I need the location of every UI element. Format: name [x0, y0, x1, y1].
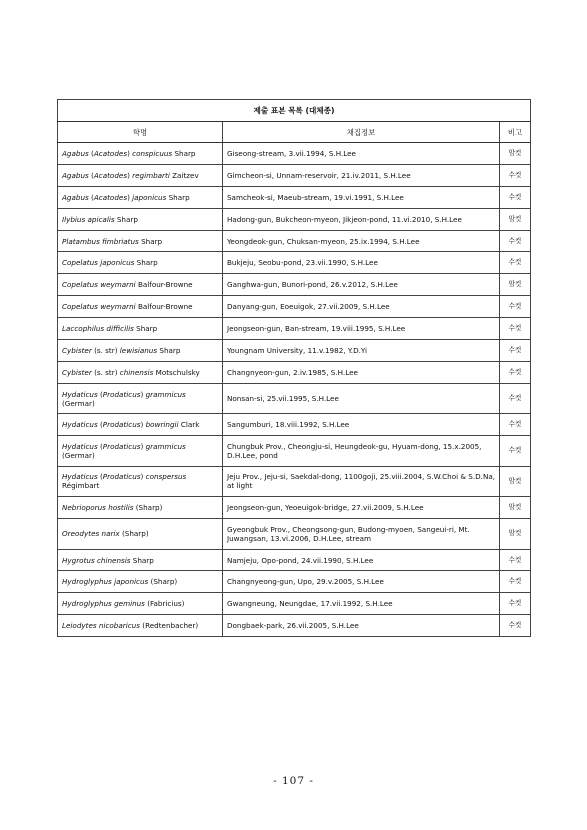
scientific-name-author: (Sharp) [119, 529, 149, 539]
collection-info-cell: Namjeju, Opo-pond, 24.vii.1990, S.H.Lee [223, 549, 500, 571]
table-row [58, 274, 531, 296]
scientific-name-author: Zaitzev [169, 170, 199, 180]
collection-info-cell: Nonsan-si, 25.vii.1995, S.H.Lee [223, 383, 500, 414]
collection-info-cell: Youngnam University, 11.v.1982, Y.D.Yi [223, 340, 500, 362]
collection-info-cell: Danyang-gun, Eoeuigok, 27.vii.2009, S.H.Lee [223, 296, 500, 318]
scientific-name-cell [58, 274, 223, 296]
scientific-name-author: ( [97, 441, 103, 451]
scientific-name-italic: conspicuus [132, 148, 173, 158]
scientific-name-author: ) [140, 389, 146, 399]
scientific-name-author: (s. str) [91, 367, 120, 377]
note-cell: 수컷 [500, 615, 531, 637]
table-row [58, 361, 531, 383]
table-header-row [58, 122, 531, 143]
collection-info-cell: Gimcheon-si, Unnam-reservoir, 21.iv.2011, S.H.Lee [223, 164, 500, 186]
scientific-name-italic: Acatodes [93, 192, 128, 202]
scientific-name-author: Sharp [166, 192, 190, 202]
scientific-name-author: Sharp [114, 214, 138, 224]
collection-info-cell: Chungbuk Prov., Cheongju-si, Heungdeok-gu, Hyuam-dong, 15.x.2005, D.H.Lee, pond [223, 436, 500, 467]
note-cell: 암컷 [500, 208, 531, 230]
scientific-name-italic: Prodaticus [102, 472, 141, 482]
collection-info-cell: Hadong-gun, Bukcheon-myeon, Jikjeon-pond, 11.vi.2010, S.H.Lee [223, 208, 500, 230]
table-row [58, 549, 531, 571]
scientific-name-author: ( [97, 389, 103, 399]
scientific-name-italic: grammicus [145, 389, 186, 399]
table-row [58, 230, 531, 252]
note-cell: 수컷 [500, 593, 531, 615]
scientific-name-cell [58, 252, 223, 274]
scientific-name-italic: Acatodes [93, 148, 128, 158]
note-cell: 수컷 [500, 230, 531, 252]
scientific-name-italic: Hydroglyphus geminus [62, 599, 145, 609]
scientific-name-cell [58, 318, 223, 340]
scientific-name-author: ) [140, 441, 146, 451]
scientific-name-author: Sharp [133, 324, 158, 334]
note-cell: 수컷 [500, 361, 531, 383]
scientific-name-italic: grammicus [145, 441, 186, 451]
collection-info-cell: Sangumburi, 18.viii.1992, S.H.Lee [223, 414, 500, 436]
collection-info-cell: Jeju Prov., Jeju-si, Saekdal-dong, 1100goji, 25.viii.2004, S.W.Choi & S.D.Na, at light [223, 466, 500, 497]
table-row [58, 340, 531, 362]
scientific-name-author: (Sharp) [133, 503, 163, 513]
scientific-name-italic: Copelatus weymarni [62, 302, 136, 312]
column-header-note: 비고 [500, 122, 531, 143]
scientific-name-author: ) [127, 148, 133, 158]
scientific-name-author: (Fabricius) [144, 599, 185, 609]
scientific-name-cell [58, 361, 223, 383]
table-row [58, 497, 531, 519]
scientific-name-cell [58, 186, 223, 208]
table-row [58, 296, 531, 318]
table-row [58, 383, 531, 414]
scientific-name-author: ) [140, 420, 146, 430]
scientific-name-italic: Agabus [62, 148, 89, 158]
scientific-name-italic: japonicus [132, 192, 167, 202]
scientific-name-cell [58, 208, 223, 230]
table-row [58, 164, 531, 186]
scientific-name-author: Balfour-Browne [135, 302, 193, 312]
table-row [58, 143, 531, 165]
scientific-name-author: ( [88, 170, 94, 180]
note-cell: 암컷 [500, 519, 531, 550]
table-row [58, 593, 531, 615]
table-title: 제출 표본 목록 (대체종) [58, 100, 531, 122]
collection-info-cell: Jeongseon-gun, Ban-stream, 19.viii.1995, S.H.Lee [223, 318, 500, 340]
scientific-name-italic: Platambus fimbriatus [62, 236, 139, 246]
scientific-name-author: ( [97, 420, 103, 430]
scientific-name-author: ) [127, 192, 133, 202]
note-cell: 수컷 [500, 164, 531, 186]
scientific-name-cell [58, 383, 223, 414]
scientific-name-cell [58, 340, 223, 362]
note-cell: 수컷 [500, 571, 531, 593]
table-row [58, 519, 531, 550]
scientific-name-italic: Hygrotus chinensis [62, 555, 131, 565]
table-row [58, 571, 531, 593]
scientific-name-author: (Germar) [62, 450, 95, 460]
scientific-name-author: (Sharp) [148, 577, 178, 587]
scientific-name-cell [58, 519, 223, 550]
note-cell: 수컷 [500, 340, 531, 362]
note-cell: 암컷 [500, 274, 531, 296]
scientific-name-italic: Cybister [62, 345, 92, 355]
specimen-table-body [58, 100, 531, 637]
scientific-name-italic: bowringii [145, 420, 179, 430]
collection-info-cell: Changnyeong-gun, Upo, 29.v.2005, S.H.Lee [223, 571, 500, 593]
scientific-name-italic: Hydaticus [62, 389, 98, 399]
scientific-name-italic: Hydaticus [62, 472, 98, 482]
scientific-name-author: Sharp [172, 148, 196, 158]
scientific-name-author: (Germar) [62, 398, 95, 408]
scientific-name-cell [58, 296, 223, 318]
note-cell: 수컷 [500, 414, 531, 436]
scientific-name-italic: Copelatus japonicus [62, 258, 135, 268]
scientific-name-cell [58, 143, 223, 165]
note-cell: 암컷 [500, 143, 531, 165]
scientific-name-author: Sharp [130, 555, 154, 565]
specimen-list-sheet [57, 99, 530, 637]
table-row [58, 436, 531, 467]
scientific-name-cell [58, 571, 223, 593]
collection-info-cell: Samcheok-si, Maeub-stream, 19.vi.1991, S.H.Lee [223, 186, 500, 208]
scientific-name-cell [58, 615, 223, 637]
collection-info-cell: Bukjeju, Seobu-pond, 23.vii.1990, S.H.Lee [223, 252, 500, 274]
scientific-name-italic: Leiodytes nicobaricus [62, 621, 140, 631]
scientific-name-author: Clark [178, 420, 200, 430]
scientific-name-italic: Hydaticus [62, 441, 98, 451]
table-row [58, 414, 531, 436]
scientific-name-cell [58, 230, 223, 252]
scientific-name-cell [58, 164, 223, 186]
scientific-name-author: ( [88, 148, 94, 158]
collection-info-cell: Yeongdeok-gun, Chuksan-myeon, 25.ix.1994, S.H.Lee [223, 230, 500, 252]
scientific-name-cell [58, 414, 223, 436]
scientific-name-author: Sharp [134, 258, 158, 268]
scientific-name-author: Sharp [138, 236, 163, 246]
collection-info-cell: Gyeongbuk Prov., Cheongsong-gun, Budong-myoen, Sangeui-ri, Mt. Juwangsan, 13.vi.2006, D.H.Lee, stream [223, 519, 500, 550]
column-header-info: 채집정보 [223, 122, 500, 143]
scientific-name-italic: Prodaticus [102, 441, 141, 451]
scientific-name-italic: lewisianus [119, 345, 158, 355]
note-cell: 수컷 [500, 296, 531, 318]
scientific-name-author: ) [140, 472, 146, 482]
collection-info-cell: Ganghwa-gun, Bunori-pond, 26.v.2012, S.H.Lee [223, 274, 500, 296]
note-cell: 수컷 [500, 436, 531, 467]
collection-info-cell: Giseong-stream, 3.vii.1994, S.H.Lee [223, 143, 500, 165]
scientific-name-italic: Agabus [62, 170, 89, 180]
scientific-name-author: (s. str) [91, 345, 120, 355]
scientific-name-cell [58, 497, 223, 519]
scientific-name-italic: regimbarti [132, 170, 170, 180]
scientific-name-italic: Laccophilus difficilis [62, 324, 134, 334]
scientific-name-author: Motschulsky [153, 367, 200, 377]
scientific-name-cell [58, 549, 223, 571]
table-row [58, 466, 531, 497]
table-row [58, 615, 531, 637]
collection-info-cell: Jeongseon-gun, Yeoeuigok-bridge, 27.vii.2009, S.H.Lee [223, 497, 500, 519]
scientific-name-italic: Agabus [62, 192, 89, 202]
scientific-name-author: Régimbart [62, 481, 100, 491]
specimen-table [57, 99, 531, 637]
note-cell: 수컷 [500, 549, 531, 571]
scientific-name-italic: Oreodytes narix [62, 529, 120, 539]
table-row [58, 318, 531, 340]
scientific-name-italic: Acatodes [93, 170, 128, 180]
note-cell: 암컷 [500, 466, 531, 497]
scientific-name-italic: Ilybius apicalis [62, 214, 115, 224]
scientific-name-italic: Cybister [62, 367, 92, 377]
collection-info-cell: Changnyeon-gun, 2.iv.1985, S.H.Lee [223, 361, 500, 383]
scientific-name-italic: Copelatus weymarni [62, 280, 136, 290]
table-title-row [58, 100, 531, 122]
collection-info-cell: Dongbaek-park, 26.vii.2005, S.H.Lee [223, 615, 500, 637]
page-number: - 107 - [273, 775, 314, 787]
note-cell: 수컷 [500, 252, 531, 274]
note-cell: 수컷 [500, 383, 531, 414]
scientific-name-italic: Prodaticus [102, 420, 141, 430]
scientific-name-author: (Redtenbacher) [139, 621, 199, 631]
scientific-name-author: Sharp [157, 345, 181, 355]
scientific-name-italic: Nebrioporus hostilis [62, 503, 134, 513]
scientific-name-cell [58, 436, 223, 467]
scientific-name-author: ) [127, 170, 133, 180]
scientific-name-author: ( [97, 472, 103, 482]
column-header-name: 학명 [58, 122, 223, 143]
scientific-name-cell [58, 593, 223, 615]
scientific-name-italic: Prodaticus [102, 389, 141, 399]
collection-info-cell: Gwangneung, Neungdae, 17.vii.1992, S.H.Lee [223, 593, 500, 615]
table-row [58, 208, 531, 230]
note-cell: 수컷 [500, 318, 531, 340]
scientific-name-author: Balfour-Browne [135, 280, 193, 290]
scientific-name-italic: Hydaticus [62, 420, 98, 430]
scientific-name-author: ( [88, 192, 94, 202]
scientific-name-italic: conspersus [145, 472, 187, 482]
table-row [58, 186, 531, 208]
scientific-name-italic: chinensis [119, 367, 154, 377]
scientific-name-cell [58, 466, 223, 497]
scientific-name-italic: Hydroglyphus japonicus [62, 577, 149, 587]
note-cell: 암컷 [500, 497, 531, 519]
table-row [58, 252, 531, 274]
note-cell: 수컷 [500, 186, 531, 208]
